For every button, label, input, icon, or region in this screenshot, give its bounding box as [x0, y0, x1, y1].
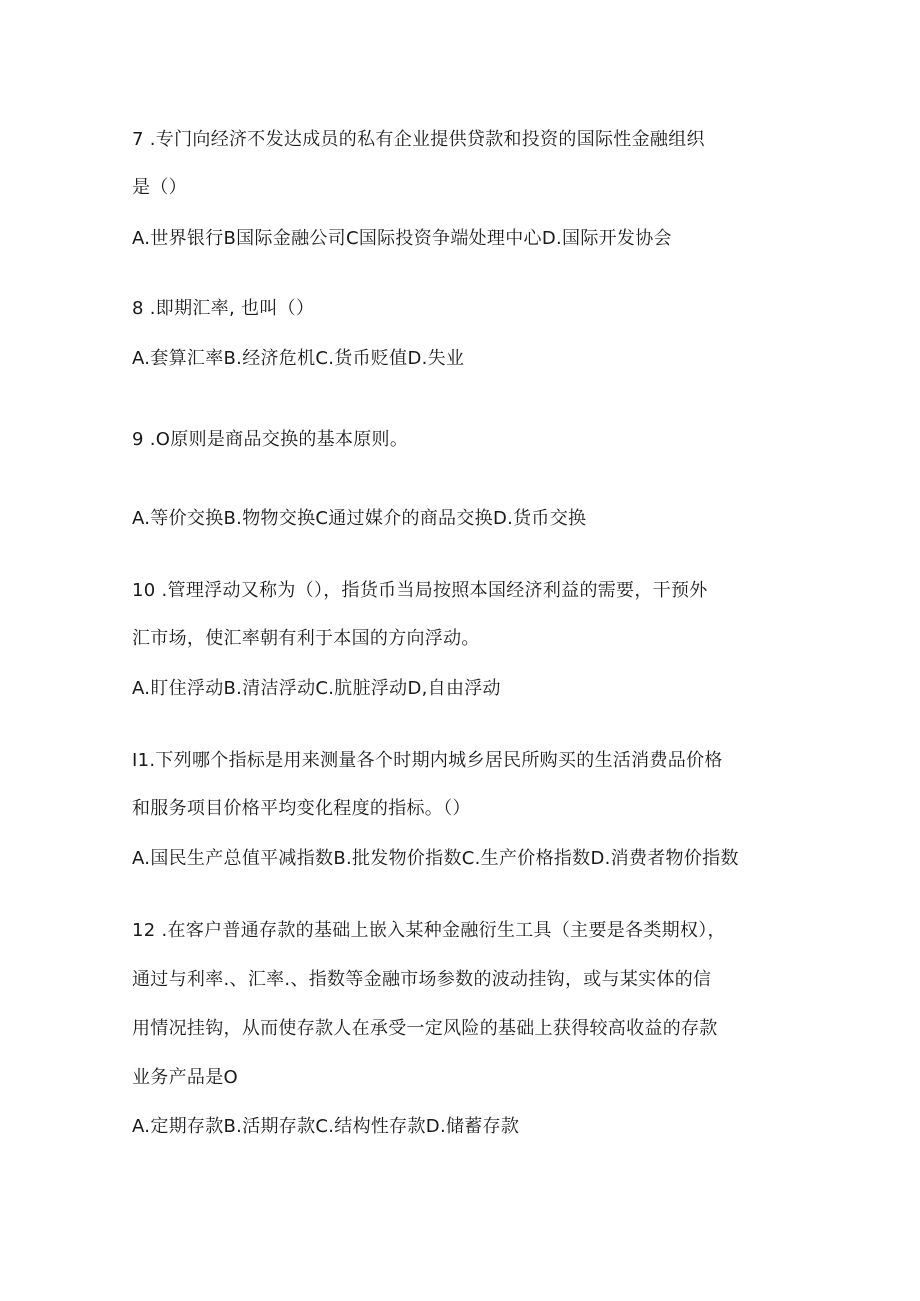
question-9-text: 9 .O原则是商品交换的基本原则。 — [132, 429, 409, 450]
question-12-options: A.定期存款B.活期存款C.结构性存款D.储蓄存款 — [132, 1116, 520, 1137]
question-10-text: 10 .管理浮动又称为（），指货币当局按照本国经济利益的需要，干预外 — [132, 580, 708, 601]
question-12-text-cont-1: 通过与利率.、汇率.、指数等金融市场参数的波动挂钩，或与某实体的信 — [132, 969, 712, 990]
question-7-text-cont: 是（） — [132, 177, 187, 198]
question-8-text: 8 .即期汇率, 也叫（） — [132, 298, 315, 319]
question-9-options: A.等价交换B.物物交换C通过媒介的商品交换D.货币交换 — [132, 508, 587, 529]
question-11-options: A.国民生产总值平减指数B.批发物价指数C.生产价格指数D.消费者物价指数 — [132, 848, 739, 869]
question-11-text-cont: 和服务项目价格平均变化程度的指标。（） — [132, 798, 471, 819]
question-12-text-cont-2: 用情况挂钩，从而使存款人在承受一定风险的基础上获得较高收益的存款 — [132, 1018, 718, 1039]
question-12-text-cont-3: 业务产品是O — [132, 1067, 238, 1088]
question-7-text: 7 .专门向经济不发达成员的私有企业提供贷款和投资的国际性金融组织 — [132, 129, 705, 150]
question-12-text: 12 .在客户普通存款的基础上嵌入某种金融衍生工具（主要是各类期权）， — [132, 920, 726, 941]
question-10-text-cont: 汇市场，使汇率朝有利于本国的方向浮动。 — [132, 628, 480, 649]
question-7-options: A.世界银行B国际金融公司C国际投资争端处理中心D.国际开发协会 — [132, 228, 672, 249]
question-11-text: I1.下列哪个指标是用来测量各个时期内城乡居民所购买的生活消费品价格 — [132, 750, 723, 771]
question-10-options: A.盯住浮动B.清洁浮动C.肮脏浮动D,自由浮动 — [132, 678, 501, 699]
question-8-options: A.套算汇率B.经济危机C.货币贬值D.失业 — [132, 348, 465, 369]
